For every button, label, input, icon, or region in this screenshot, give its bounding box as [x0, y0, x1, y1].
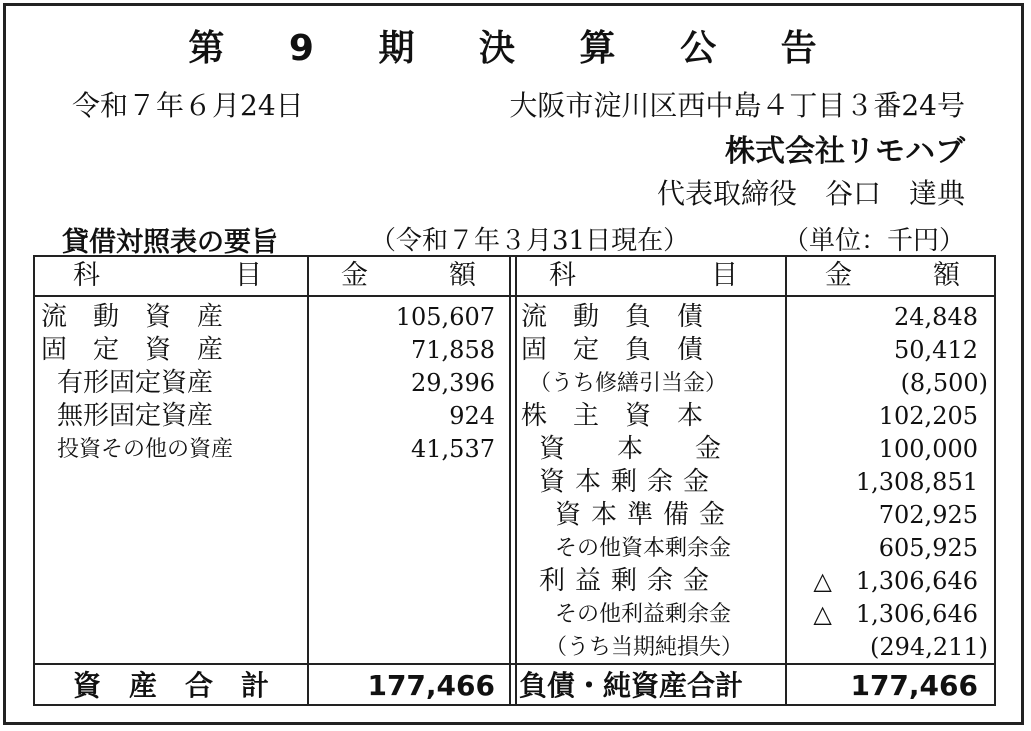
liability-label: （うち修繕引当金） [529, 371, 728, 396]
equity-value: 702,925 [878, 501, 978, 529]
header-right-amount: 金 額 [825, 260, 960, 291]
equity-label: 利益剰余金 [539, 566, 720, 596]
column-divider [515, 257, 517, 704]
liability-value: (8,500) [900, 369, 988, 397]
asset-label: 無形固定資産 [57, 401, 214, 431]
column-divider [307, 257, 309, 704]
liability-value: 50,412 [894, 336, 978, 364]
asset-label: 有形固定資産 [57, 368, 214, 398]
unit-label: （単位：千円） [782, 226, 965, 256]
asset-label: 投資その他の資産 [57, 437, 234, 462]
asset-value: 105,607 [395, 303, 495, 331]
asset-value: 29,396 [411, 369, 495, 397]
assets-total-label: 資 産 合 計 [73, 669, 270, 702]
balance-sheet-date: （令和７年３月31日現在） [370, 226, 690, 256]
header-left-amount: 金 額 [341, 260, 476, 291]
equity-value: 102,205 [878, 402, 978, 430]
assets-total-value: 177,466 [367, 669, 495, 702]
equity-value: 1,308,851 [855, 468, 978, 496]
equity-label: 資本剰余金 [539, 467, 720, 497]
header-left-item: 科 目 [73, 260, 262, 291]
equity-label: その他利益剰余金 [555, 602, 732, 627]
header-divider [35, 295, 994, 297]
header-right-item: 科 目 [549, 260, 738, 291]
company-address: 大阪市淀川区西中島４丁目３番24号 [509, 89, 965, 122]
column-divider [785, 257, 787, 704]
representative: 代表取締役 谷口 達典 [656, 177, 965, 210]
equity-label: 資 本 金 [539, 434, 722, 464]
liability-label: 流 動 負 債 [521, 302, 704, 332]
company-name: 株式会社リモハブ [725, 134, 965, 169]
equity-label: （うち当期純損失） [545, 635, 744, 660]
equity-value: (294,211) [870, 633, 988, 661]
equity-label: 資本準備金 [555, 500, 736, 530]
asset-value: 924 [449, 402, 495, 430]
balance-sheet-table [33, 255, 996, 706]
asset-value: 71,858 [411, 336, 495, 364]
notice-title: 第 9 期 決 算 公 告 [188, 28, 843, 69]
asset-value: 41,537 [411, 435, 495, 463]
asset-label: 固 定 資 産 [41, 335, 224, 365]
liabilities-total-label: 負債・純資産合計 [519, 669, 744, 702]
liability-value: 24,848 [894, 303, 978, 331]
liabilities-total-value: 177,466 [850, 669, 978, 702]
asset-label: 流 動 資 産 [41, 302, 224, 332]
equity-value: △ 1,306,646 [813, 600, 978, 628]
equity-label: 株 主 資 本 [521, 401, 704, 431]
equity-label: その他資本剰余金 [555, 536, 732, 561]
liability-label: 固 定 負 債 [521, 335, 704, 365]
balance-sheet-title: 貸借対照表の要旨 [62, 227, 278, 258]
equity-value: 100,000 [878, 435, 978, 463]
equity-value: △ 1,306,646 [813, 567, 978, 595]
notice-date: 令和７年６月24日 [72, 89, 304, 122]
column-divider [509, 257, 511, 704]
equity-value: 605,925 [878, 534, 978, 562]
